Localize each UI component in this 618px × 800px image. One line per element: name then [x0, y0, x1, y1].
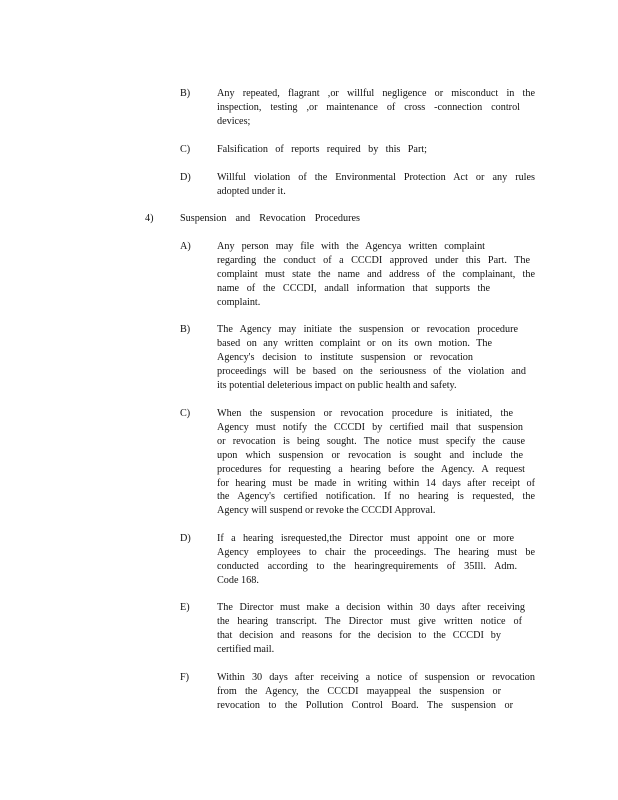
text-line: conducted according to the hearingrequirements of 35Ill. Adm.	[217, 560, 517, 572]
item-label: E)	[180, 602, 190, 613]
text-line: based on any written complaint or on its own motion. The	[217, 337, 492, 349]
text-line: Agency's decision to institute suspension or revocation	[217, 351, 473, 363]
heading-text: Suspension and Revocation Procedures	[180, 213, 360, 224]
section-number: 4)	[145, 213, 154, 224]
item-text	[217, 323, 535, 393]
text-line: the hearing transcript. The Director must give written notice of	[217, 615, 522, 627]
item-label: C)	[180, 144, 191, 155]
text-line: Agency must notify the CCCDI by certified mail that suspension	[217, 421, 523, 433]
text-line: upon which suspension or revocation is sought and include the	[217, 449, 523, 461]
section-title	[180, 212, 360, 226]
item-text	[217, 532, 535, 588]
item-label: B)	[180, 88, 191, 99]
text-line: The Agency may initiate the suspension or revocation procedure	[217, 324, 518, 335]
text-line: inspection, testing ,or maintenance of cross -connection control	[217, 101, 520, 113]
item-label: D)	[180, 172, 191, 183]
text-line: for hearing must be made in writing within 14 days after receipt of	[217, 477, 535, 489]
text-line: regarding the conduct of a CCCDI approved under this Part. The	[217, 254, 530, 266]
text-line: proceedings will be based on the seriousness of the violation and	[217, 365, 526, 377]
item-label: F)	[180, 672, 190, 683]
text-line: complaint must state the name and address of the complainant, the	[217, 268, 535, 280]
text-line: Agency will suspend or revoke the CCCDI Approval.	[217, 505, 436, 517]
item-label: C)	[180, 408, 191, 419]
text-line: the Agency's certified notification. If no hearing is requested, the	[217, 491, 535, 503]
text-line: that decision and reasons for the decision to the CCCDI by	[217, 629, 501, 641]
text-line: or revocation is being sought. The notice must specify the cause	[217, 435, 525, 447]
text-line: Any person may file with the Agencya written complaint	[217, 241, 485, 252]
text-line: Within 30 days after receiving a notice of suspension or revocation	[217, 672, 535, 683]
text-line: its potential deleterious impact on public health and safety.	[217, 379, 457, 391]
item-text	[217, 407, 535, 518]
item-text	[217, 671, 535, 713]
text-line: revocation to the Pollution Control Board. The suspension or	[217, 699, 513, 711]
text-line: procedures for requesting a hearing before the Agency. A request	[217, 463, 525, 475]
text-line: Code 168.	[217, 574, 259, 586]
item-label: D)	[180, 533, 191, 544]
text-line: Falsification of reports required by this Part;	[217, 144, 427, 155]
text-line: complaint.	[217, 296, 261, 308]
item-label: B)	[180, 324, 191, 335]
item-label: A)	[180, 241, 191, 252]
item-text	[217, 601, 535, 657]
item-text	[217, 87, 535, 129]
item-text	[217, 143, 427, 157]
text-line: If a hearing isrequested,the Director must appoint one or more	[217, 533, 514, 544]
text-line: When the suspension or revocation procedure is initiated, the	[217, 408, 513, 419]
text-line: The Director must make a decision within 30 days after receiving	[217, 602, 525, 613]
text-line: devices;	[217, 115, 251, 127]
item-text	[217, 240, 535, 310]
text-line: Willful violation of the Environmental Protection Act or any rules	[217, 172, 535, 183]
text-line: Any repeated, flagrant ,or willful negligence or misconduct in the	[217, 88, 535, 99]
text-line: certified mail.	[217, 643, 275, 655]
text-line: from the Agency, the CCCDI mayappeal the suspension or	[217, 685, 501, 697]
text-line: adopted under it.	[217, 185, 286, 197]
item-text	[217, 171, 535, 199]
text-line: Agency employees to chair the proceedings. The hearing must be	[217, 546, 535, 558]
text-line: name of the CCCDI, andall information that supports the	[217, 282, 490, 294]
